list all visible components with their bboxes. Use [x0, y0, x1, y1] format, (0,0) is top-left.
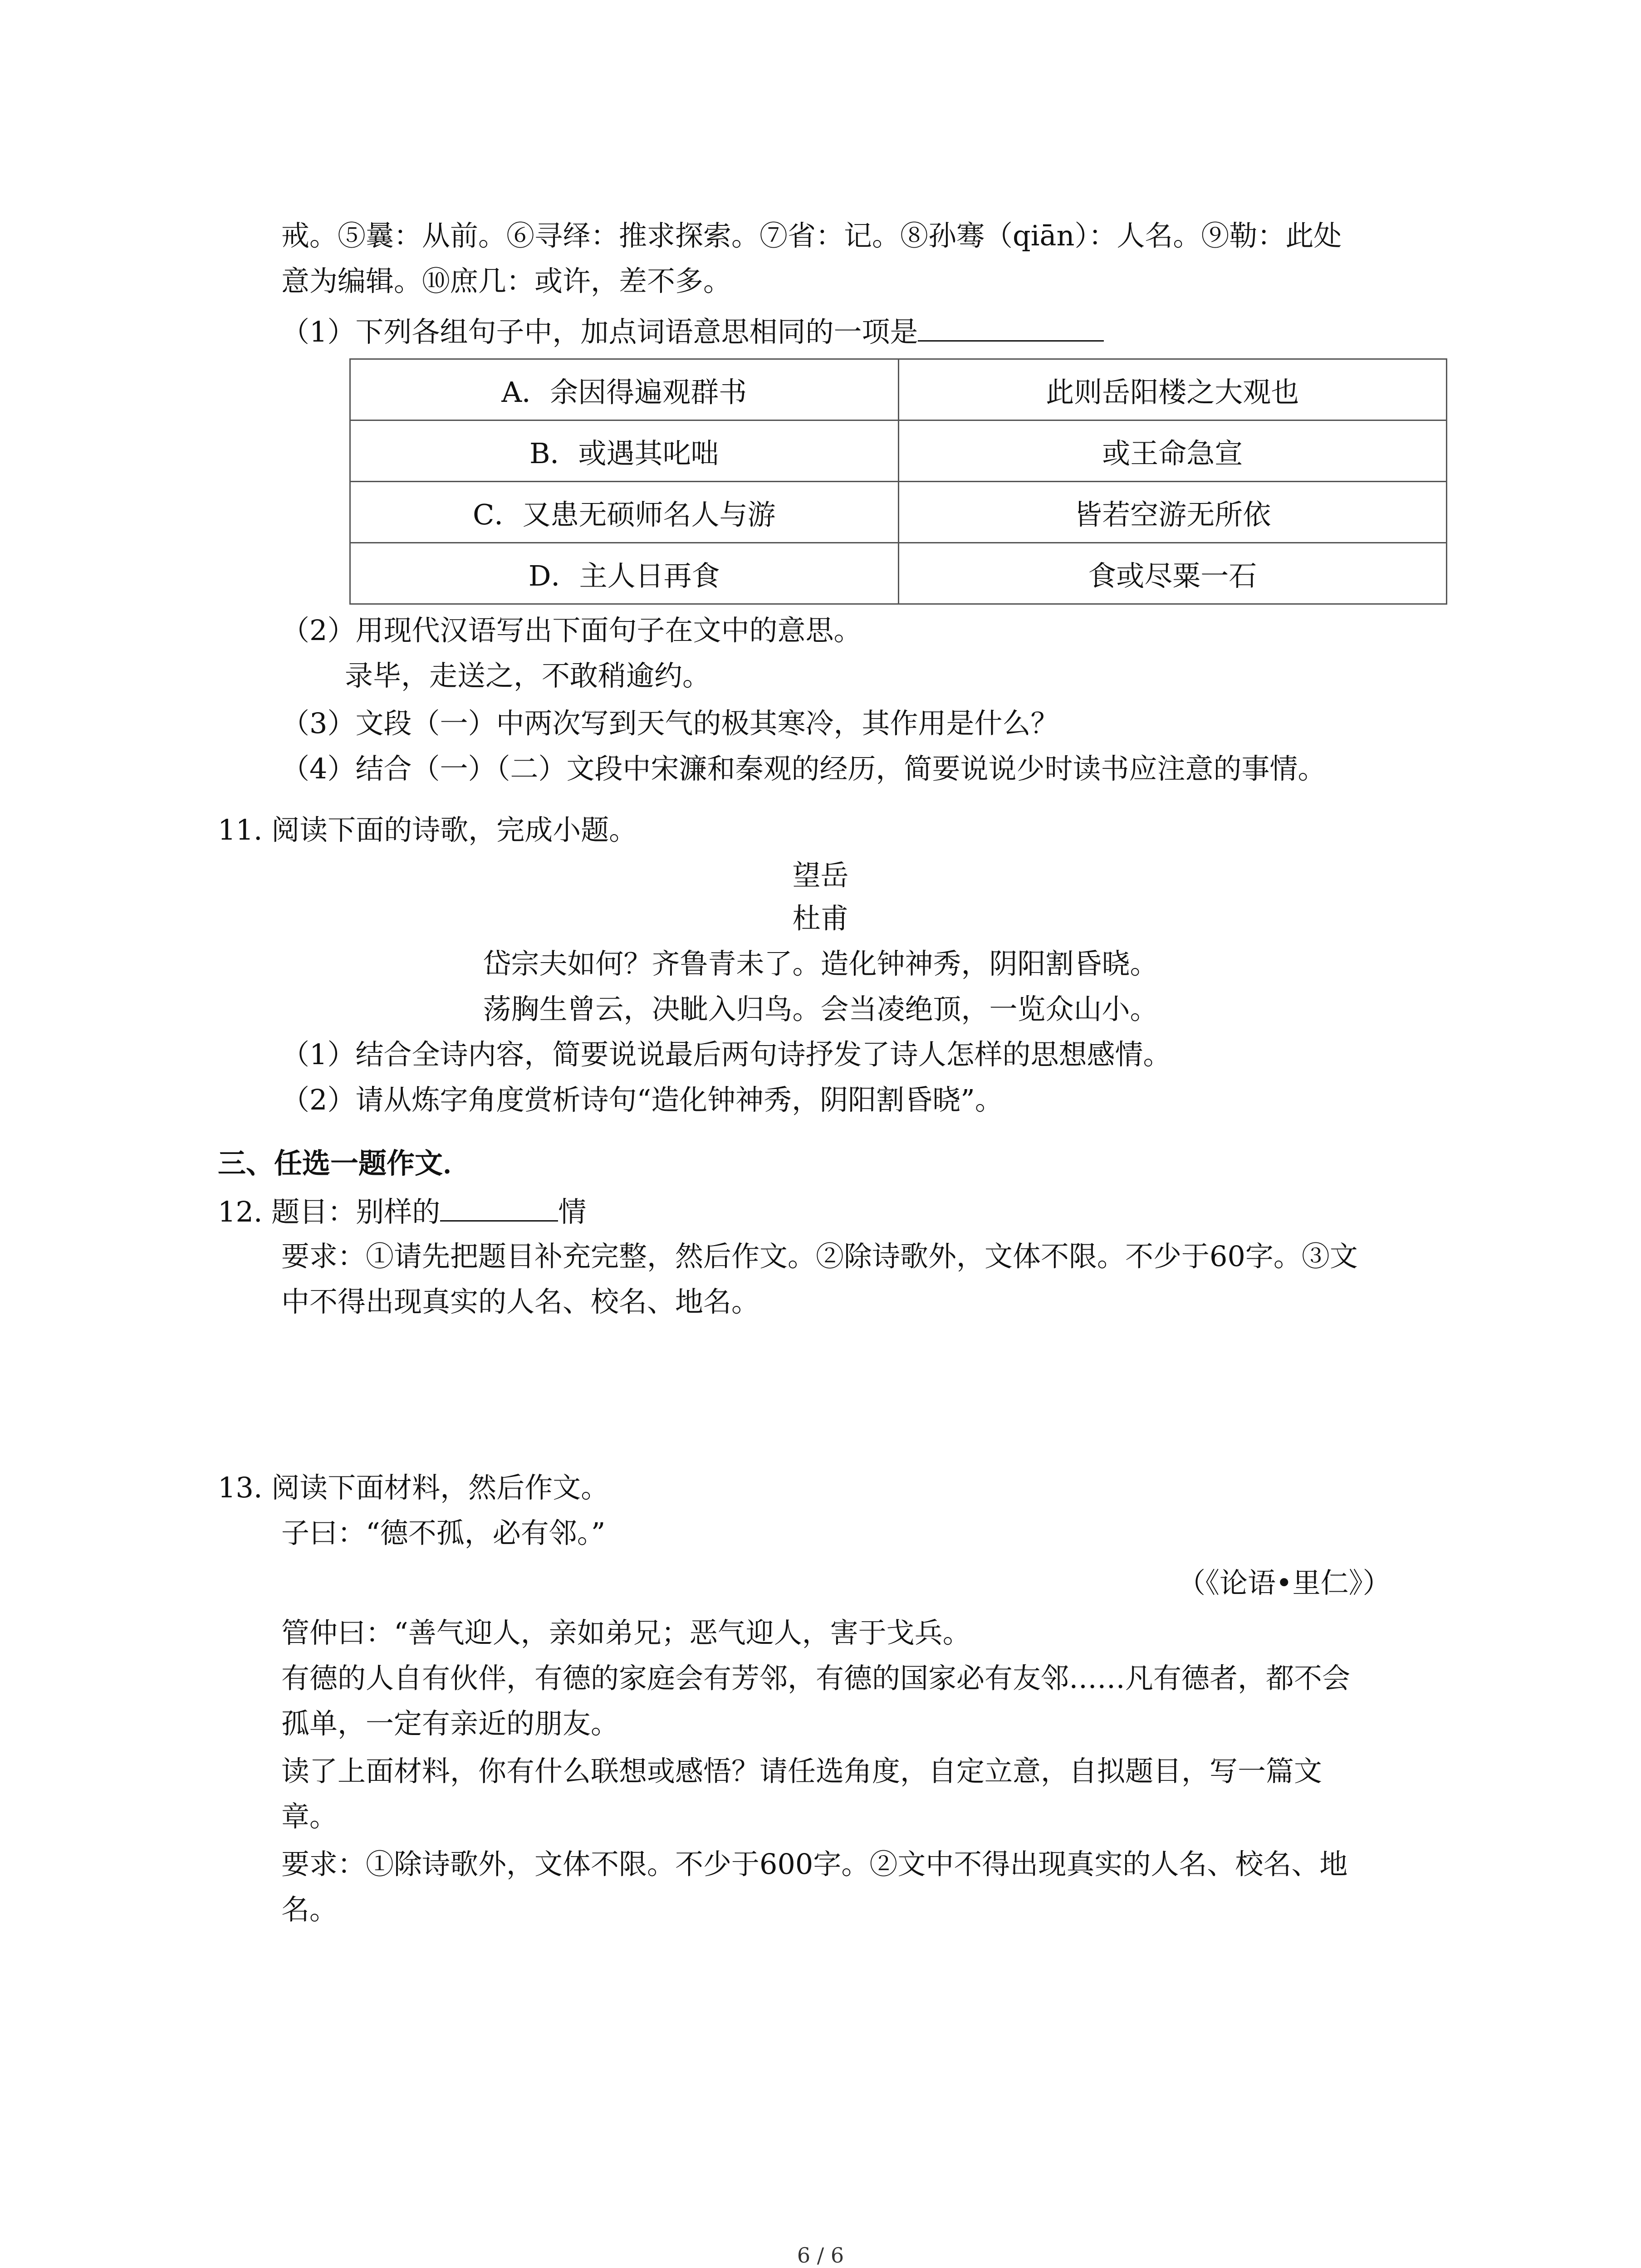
q13-req-line-1: 要求：①除诗歌外，文体不限。不少于600字。②文中不得出现真实的人名、校名、地	[281, 1848, 1348, 1881]
q10-sub2: （2）用现代汉语写出下面句子在文中的意思。	[281, 614, 862, 647]
q12-req-line-1: 要求：①请先把题目补充完整，然后作文。②除诗歌外，文体不限。不少于60字。③文	[281, 1240, 1358, 1273]
q10-sub1	[281, 308, 1104, 355]
q13-explain-line-2: 孤单，一定有亲近的朋友。	[281, 1707, 619, 1740]
page-number: 6 / 6	[797, 2243, 844, 2268]
option-row-b	[350, 420, 1447, 482]
option-c-left: C．又患无硕师名人与游	[350, 482, 899, 543]
q13-req-line-2: 名。	[281, 1893, 338, 1926]
poem-title: 望岳	[792, 859, 849, 892]
option-d-right: 食或尽粟一石	[898, 543, 1447, 604]
q10-sub1-label: （1）下列各组句子中，加点词语意思相同的一项是	[281, 315, 918, 348]
q12-req-line-2: 中不得出现真实的人名、校名、地名。	[281, 1285, 760, 1318]
option-a-left: A．余因得遍观群书	[350, 359, 899, 420]
option-row-d	[350, 543, 1447, 604]
option-d-left: D．主人日再食	[350, 543, 899, 604]
q13-guanzhong: 管仲曰：“善气迎人，亲如弟兄；恶气迎人，害于戈兵。	[281, 1616, 971, 1649]
poem-author: 杜甫	[792, 902, 849, 935]
footnote-line-2: 意为编辑。⑩庶几：或许，差不多。	[281, 264, 732, 298]
section-heading: 三、任选一题作文．	[218, 1147, 471, 1180]
option-row-a	[350, 359, 1447, 420]
q10-sub3: （3）文段（一）中两次写到天气的极其寒冷，其作用是什么？	[281, 707, 1059, 740]
poem-line-2: 荡胸生曾云，决眦入归鸟。会当凌绝顶，一览众山小。	[483, 992, 1158, 1026]
option-b-left: B．或遇其叱咄	[350, 420, 899, 482]
q11-sub1: （1）结合全诗内容，简要说说最后两句诗抒发了诗人怎样的思想感情。	[281, 1038, 1171, 1071]
q13-source: （《论语•里仁》）	[1177, 1566, 1391, 1599]
option-a-right: 此则岳阳楼之大观也	[898, 359, 1447, 420]
options-table	[349, 358, 1447, 605]
q13-task-line-1: 读了上面材料，你有什么联想或感悟？请任选角度，自定立意，自拟题目，写一篇文	[281, 1755, 1323, 1788]
answer-blank[interactable]	[918, 308, 1104, 342]
q13-explain-line-1: 有德的人自有伙伴，有德的家庭会有芳邻，有德的国家必有友邻……凡有德者，都不会	[281, 1662, 1351, 1695]
q13-quote: 子曰：“德不孤，必有邻。”	[281, 1516, 606, 1549]
q12-title	[218, 1188, 586, 1235]
option-row-c	[350, 482, 1447, 543]
title-blank[interactable]	[440, 1188, 558, 1222]
q11-prompt: 11. 阅读下面的诗歌，完成小题。	[218, 813, 637, 846]
q11-sub2: （2）请从炼字角度赏析诗句“造化钟神秀，阴阳割昏晓”。	[281, 1083, 1003, 1116]
q13-prompt: 13. 阅读下面材料，然后作文。	[218, 1471, 609, 1504]
poem-line-1: 岱宗夫如何？齐鲁青未了。造化钟神秀，阴阳割昏晓。	[483, 947, 1158, 980]
q12-title-suffix: 情	[558, 1195, 587, 1228]
option-c-right: 皆若空游无所依	[898, 482, 1447, 543]
q10-sub4: （4）结合（一）（二）文段中宋濂和秦观的经历，简要说说少时读书应注意的事情。	[281, 752, 1326, 785]
footnote-line-1: 戒。⑤曩：从前。⑥寻绎：推求探索。⑦省：记。⑧孙骞（qiān）：人名。⑨勒：此处	[281, 219, 1342, 252]
q13-task-line-2: 章。	[281, 1800, 338, 1833]
q10-sub2-sentence: 录毕，走送之，不敢稍逾约。	[345, 659, 711, 692]
option-b-right: 或王命急宣	[898, 420, 1447, 482]
q12-title-prefix: 12. 题目：别样的	[218, 1195, 441, 1228]
